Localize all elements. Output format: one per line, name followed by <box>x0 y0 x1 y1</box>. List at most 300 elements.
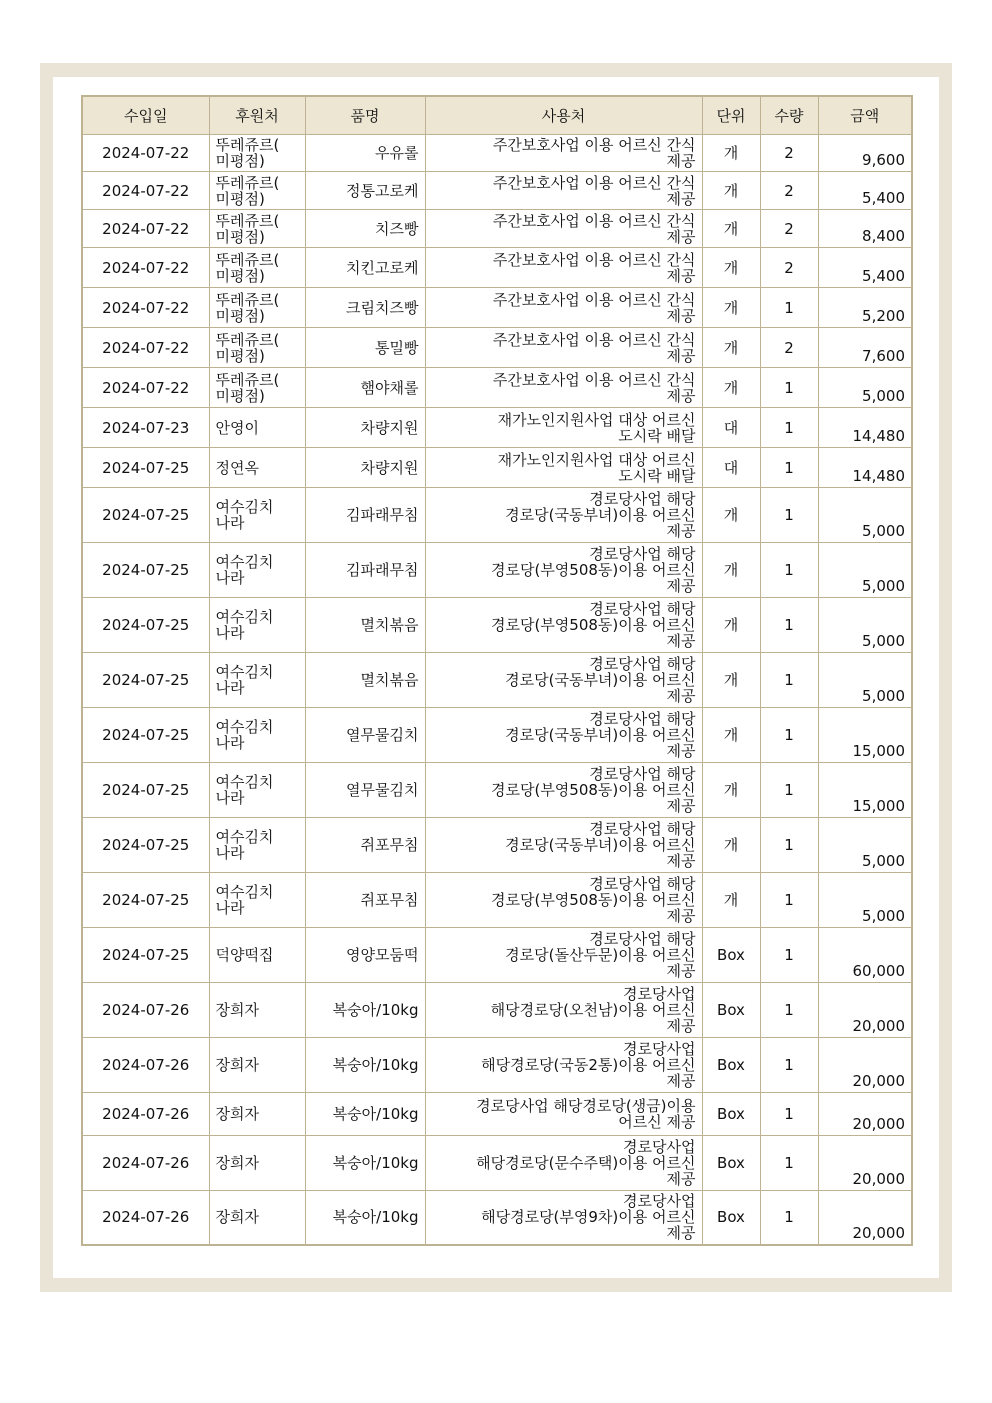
donor-cell <box>209 873 305 928</box>
item-cell <box>305 653 425 708</box>
amount-cell-text: 5,000 <box>862 387 905 405</box>
usage-cell <box>425 368 702 408</box>
usage-cell <box>425 210 702 248</box>
quantity-cell-text: 2 <box>784 219 794 238</box>
amount-cell-text: 60,000 <box>852 962 905 980</box>
amount-cell <box>818 598 912 653</box>
donor-cell <box>209 983 305 1038</box>
usage-cell <box>425 448 702 488</box>
amount-cell <box>818 543 912 598</box>
date-cell-text: 2024-07-22 <box>102 219 190 238</box>
date-cell-text: 2024-07-22 <box>102 338 190 357</box>
usage-cell <box>425 763 702 818</box>
donor-cell <box>209 653 305 708</box>
item-cell-text: 김파래무침 <box>346 561 419 579</box>
unit-cell-text: 개 <box>723 181 739 200</box>
unit-cell-text: 개 <box>723 561 739 579</box>
donor-cell-text: 여수김치 나라 <box>215 608 274 642</box>
usage-cell <box>425 1136 702 1191</box>
donor-cell-text: 여수김치 나라 <box>215 773 274 807</box>
item-cell-text: 복숭아/10kg <box>332 1056 419 1074</box>
usage-cell-text: 경로당사업 해당경로당(부영9차)이용 어르신 제공 <box>481 1192 696 1243</box>
date-cell-text: 2024-07-22 <box>102 144 190 162</box>
unit-cell-text: 개 <box>723 781 739 799</box>
usage-cell <box>425 928 702 983</box>
date-cell <box>82 1093 209 1136</box>
usage-cell-text: 경로당사업 해당경로당(문수주택)이용 어르신 제공 <box>476 1138 696 1188</box>
date-cell-text: 2024-07-25 <box>102 671 190 689</box>
donor-cell <box>209 1136 305 1191</box>
usage-cell <box>425 248 702 288</box>
date-cell-text: 2024-07-25 <box>102 781 190 799</box>
donor-cell-text: 뚜레쥬르( 미평점) <box>215 173 280 208</box>
quantity-cell <box>760 1038 818 1093</box>
table-row <box>82 488 912 543</box>
donor-cell-text: 뚜레쥬르( 미평점) <box>215 290 280 325</box>
amount-cell-text: 5,000 <box>862 577 905 595</box>
table-row <box>82 288 912 328</box>
date-cell <box>82 763 209 818</box>
table-row <box>82 135 912 172</box>
table-row <box>82 708 912 763</box>
amount-cell <box>818 708 912 763</box>
unit-cell-text: 개 <box>723 616 739 634</box>
item-cell-text: 복숭아/10kg <box>332 1105 419 1123</box>
unit-cell-text: Box <box>717 1105 745 1123</box>
quantity-cell-text: 2 <box>784 338 794 357</box>
amount-cell <box>818 1136 912 1191</box>
table-row <box>82 983 912 1038</box>
table-row <box>82 598 912 653</box>
date-cell <box>82 210 209 248</box>
donor-cell <box>209 543 305 598</box>
date-cell-text: 2024-07-22 <box>102 258 190 277</box>
usage-cell <box>425 598 702 653</box>
item-cell-text: 쥐포무침 <box>360 891 419 909</box>
donor-cell-text: 안영이 <box>215 418 259 437</box>
quantity-cell-text: 1 <box>784 1056 794 1074</box>
table-row <box>82 873 912 928</box>
quantity-cell-text: 2 <box>784 144 794 162</box>
usage-cell <box>425 818 702 873</box>
item-cell <box>305 1093 425 1136</box>
unit-cell <box>702 928 760 983</box>
table-row <box>82 448 912 488</box>
amount-cell <box>818 172 912 210</box>
amount-cell-text: 5,400 <box>862 189 905 207</box>
usage-cell <box>425 288 702 328</box>
date-cell <box>82 288 209 328</box>
donor-cell <box>209 1038 305 1093</box>
date-cell-text: 2024-07-25 <box>102 561 190 579</box>
donor-cell-text: 뚜레쥬르( 미평점) <box>215 136 280 170</box>
date-cell <box>82 368 209 408</box>
unit-cell <box>702 172 760 210</box>
date-cell-text: 2024-07-22 <box>102 298 190 317</box>
date-cell-text: 2024-07-22 <box>102 181 190 200</box>
donor-cell <box>209 288 305 328</box>
date-cell <box>82 328 209 368</box>
unit-cell-text: 개 <box>723 506 739 524</box>
amount-cell-text: 20,000 <box>852 1170 905 1188</box>
amount-cell <box>818 763 912 818</box>
unit-cell <box>702 873 760 928</box>
table-row <box>82 1136 912 1191</box>
header-unit: 단위 <box>702 96 760 135</box>
unit-cell <box>702 763 760 818</box>
date-cell <box>82 598 209 653</box>
item-cell-text: 쥐포무침 <box>360 836 419 854</box>
donation-table <box>81 95 913 1246</box>
donor-cell <box>209 448 305 488</box>
donor-cell-text: 덕양떡집 <box>215 946 274 964</box>
item-cell-text: 차량지원 <box>360 458 419 477</box>
usage-cell-text: 경로당사업 해당 경로당(국동부녀)이용 어르신 제공 <box>505 655 696 705</box>
quantity-cell <box>760 408 818 448</box>
item-cell-text: 크림치즈빵 <box>346 298 419 317</box>
header-date: 수입일 <box>82 96 209 135</box>
usage-cell <box>425 543 702 598</box>
unit-cell <box>702 1038 760 1093</box>
usage-cell-text: 재가노인지원사업 대상 어르신 도시락 배달 <box>497 450 696 485</box>
item-cell <box>305 598 425 653</box>
amount-cell-text: 20,000 <box>852 1223 905 1242</box>
quantity-cell-text: 1 <box>784 1105 794 1123</box>
quantity-cell-text: 1 <box>784 616 794 634</box>
donor-cell <box>209 928 305 983</box>
date-cell <box>82 928 209 983</box>
amount-cell <box>818 653 912 708</box>
table-row <box>82 818 912 873</box>
amount-cell <box>818 818 912 873</box>
amount-cell <box>818 328 912 368</box>
unit-cell-text: Box <box>717 1208 745 1227</box>
donor-cell <box>209 598 305 653</box>
quantity-cell-text: 1 <box>784 836 794 854</box>
quantity-cell <box>760 818 818 873</box>
quantity-cell-text: 1 <box>784 1154 794 1172</box>
item-cell <box>305 708 425 763</box>
usage-cell-text: 경로당사업 해당 경로당(국동부녀)이용 어르신 제공 <box>505 490 696 540</box>
unit-cell <box>702 488 760 543</box>
quantity-cell-text: 1 <box>784 1001 794 1019</box>
donor-cell <box>209 248 305 288</box>
quantity-cell <box>760 210 818 248</box>
date-cell <box>82 708 209 763</box>
usage-cell-text: 경로당사업 해당경로당(국동2통)이용 어르신 제공 <box>481 1040 696 1090</box>
unit-cell <box>702 543 760 598</box>
date-cell <box>82 873 209 928</box>
usage-cell-text: 경로당사업 해당 경로당(국동부녀)이용 어르신 제공 <box>505 710 696 760</box>
unit-cell-text: 개 <box>723 338 739 357</box>
header-donor: 후원처 <box>209 96 305 135</box>
usage-cell-text: 경로당사업 해당 경로당(부영508동)이용 어르신 제공 <box>491 545 696 595</box>
usage-cell <box>425 408 702 448</box>
quantity-cell-text: 1 <box>784 726 794 744</box>
table-row <box>82 763 912 818</box>
usage-cell-text: 경로당사업 해당경로당(오천남)이용 어르신 제공 <box>490 985 696 1035</box>
item-cell <box>305 172 425 210</box>
donor-cell-text: 정연옥 <box>215 458 259 477</box>
item-cell <box>305 763 425 818</box>
usage-cell <box>425 488 702 543</box>
quantity-cell <box>760 708 818 763</box>
date-cell-text: 2024-07-26 <box>102 1056 190 1074</box>
donor-cell <box>209 1191 305 1245</box>
donor-cell <box>209 488 305 543</box>
amount-cell-text: 20,000 <box>852 1115 905 1133</box>
unit-cell-text: 대 <box>723 418 739 437</box>
usage-cell-text: 주간보호사업 이용 어르신 간식 제공 <box>492 136 696 170</box>
date-cell <box>82 408 209 448</box>
usage-cell <box>425 1038 702 1093</box>
date-cell-text: 2024-07-25 <box>102 836 190 854</box>
unit-cell <box>702 248 760 288</box>
item-cell <box>305 488 425 543</box>
donor-cell <box>209 1093 305 1136</box>
date-cell <box>82 1038 209 1093</box>
amount-cell-text: 8,400 <box>862 227 905 245</box>
unit-cell-text: 대 <box>723 458 739 477</box>
quantity-cell-text: 1 <box>784 671 794 689</box>
unit-cell <box>702 1191 760 1245</box>
donor-cell-text: 여수김치 나라 <box>215 883 274 917</box>
donor-cell-text: 여수김치 나라 <box>215 828 274 862</box>
amount-cell-text: 5,000 <box>862 687 905 705</box>
usage-cell <box>425 172 702 210</box>
header-item: 품명 <box>305 96 425 135</box>
item-cell-text: 우유롤 <box>375 144 419 162</box>
donor-cell-text: 뚜레쥬르( 미평점) <box>215 211 280 246</box>
unit-cell-text: Box <box>717 1154 745 1172</box>
amount-cell-text: 5,000 <box>862 522 905 540</box>
quantity-cell-text: 1 <box>784 946 794 964</box>
item-cell-text: 복숭아/10kg <box>332 1154 419 1172</box>
table-row <box>82 328 912 368</box>
donor-cell-text: 뚜레쥬르( 미평점) <box>215 250 280 285</box>
item-cell-text: 김파래무침 <box>346 506 419 524</box>
amount-cell-text: 5,000 <box>862 632 905 650</box>
item-cell <box>305 288 425 328</box>
quantity-cell <box>760 368 818 408</box>
amount-cell-text: 5,400 <box>862 267 905 285</box>
usage-cell-text: 주간보호사업 이용 어르신 간식 제공 <box>492 290 696 325</box>
amount-cell <box>818 928 912 983</box>
amount-cell-text: 14,480 <box>852 467 905 485</box>
donor-cell <box>209 328 305 368</box>
date-cell-text: 2024-07-25 <box>102 458 190 477</box>
quantity-cell <box>760 1136 818 1191</box>
amount-cell-text: 15,000 <box>852 742 905 760</box>
unit-cell-text: 개 <box>723 726 739 744</box>
date-cell <box>82 488 209 543</box>
date-cell <box>82 818 209 873</box>
quantity-cell <box>760 248 818 288</box>
table-row <box>82 210 912 248</box>
donor-cell <box>209 135 305 172</box>
quantity-cell-text: 1 <box>784 891 794 909</box>
table-row <box>82 653 912 708</box>
usage-cell <box>425 328 702 368</box>
quantity-cell <box>760 763 818 818</box>
date-cell <box>82 983 209 1038</box>
date-cell <box>82 172 209 210</box>
donor-cell-text: 여수김치 나라 <box>215 718 274 752</box>
donor-cell-text: 장희자 <box>215 1056 259 1074</box>
usage-cell-text: 주간보호사업 이용 어르신 간식 제공 <box>492 173 696 208</box>
unit-cell <box>702 135 760 172</box>
donor-cell <box>209 818 305 873</box>
quantity-cell <box>760 543 818 598</box>
amount-cell <box>818 1093 912 1136</box>
unit-cell <box>702 818 760 873</box>
usage-cell-text: 주간보호사업 이용 어르신 간식 제공 <box>492 250 696 285</box>
date-cell <box>82 1136 209 1191</box>
usage-cell <box>425 983 702 1038</box>
date-cell-text: 2024-07-26 <box>102 1001 190 1019</box>
item-cell-text: 햄야채롤 <box>360 378 419 397</box>
amount-cell-text: 7,600 <box>862 347 905 365</box>
donor-cell <box>209 708 305 763</box>
table-row <box>82 172 912 210</box>
item-cell <box>305 135 425 172</box>
quantity-cell <box>760 983 818 1038</box>
item-cell-text: 열무물김치 <box>346 781 419 799</box>
header-amount: 금액 <box>818 96 912 135</box>
quantity-cell-text: 1 <box>784 298 794 317</box>
usage-cell-text: 경로당사업 해당 경로당(국동부녀)이용 어르신 제공 <box>505 820 696 870</box>
quantity-cell <box>760 598 818 653</box>
item-cell <box>305 1136 425 1191</box>
donor-cell-text: 장희자 <box>215 1208 259 1227</box>
unit-cell <box>702 368 760 408</box>
item-cell <box>305 448 425 488</box>
usage-cell-text: 경로당사업 해당 경로당(부영508동)이용 어르신 제공 <box>491 875 696 925</box>
date-cell <box>82 135 209 172</box>
item-cell-text: 복숭아/10kg <box>332 1001 419 1019</box>
amount-cell <box>818 488 912 543</box>
item-cell-text: 열무물김치 <box>346 726 419 744</box>
item-cell <box>305 1038 425 1093</box>
quantity-cell <box>760 288 818 328</box>
header-usage: 사용처 <box>425 96 702 135</box>
unit-cell-text: 개 <box>723 891 739 909</box>
item-cell-text: 정통고로케 <box>346 181 419 200</box>
date-cell-text: 2024-07-26 <box>102 1154 190 1172</box>
table-row <box>82 928 912 983</box>
quantity-cell <box>760 928 818 983</box>
table-row <box>82 368 912 408</box>
unit-cell-text: Box <box>717 946 745 964</box>
unit-cell-text: 개 <box>723 144 739 162</box>
amount-cell <box>818 1191 912 1245</box>
usage-cell <box>425 653 702 708</box>
amount-cell-text: 9,600 <box>862 151 905 169</box>
unit-cell <box>702 983 760 1038</box>
amount-cell <box>818 983 912 1038</box>
quantity-cell <box>760 1191 818 1245</box>
item-cell-text: 차량지원 <box>360 418 419 437</box>
amount-cell-text: 20,000 <box>852 1017 905 1035</box>
donor-cell-text: 장희자 <box>215 1154 259 1172</box>
quantity-cell <box>760 488 818 543</box>
amount-cell <box>818 408 912 448</box>
date-cell-text: 2024-07-25 <box>102 946 190 964</box>
quantity-cell <box>760 653 818 708</box>
amount-cell-text: 5,000 <box>862 852 905 870</box>
usage-cell-text: 주간보호사업 이용 어르신 간식 제공 <box>492 211 696 246</box>
donor-cell <box>209 763 305 818</box>
donor-cell-text: 장희자 <box>215 1105 259 1123</box>
donor-cell-text: 여수김치 나라 <box>215 553 274 587</box>
unit-cell-text: 개 <box>723 219 739 238</box>
unit-cell-text: 개 <box>723 671 739 689</box>
quantity-cell <box>760 135 818 172</box>
amount-cell <box>818 873 912 928</box>
donor-cell <box>209 210 305 248</box>
quantity-cell-text: 1 <box>784 378 794 397</box>
date-cell <box>82 653 209 708</box>
donor-cell <box>209 172 305 210</box>
unit-cell <box>702 1136 760 1191</box>
table-body <box>82 135 912 1245</box>
amount-cell <box>818 135 912 172</box>
unit-cell <box>702 328 760 368</box>
donor-cell-text: 여수김치 나라 <box>215 663 274 697</box>
unit-cell <box>702 1093 760 1136</box>
amount-cell <box>818 248 912 288</box>
amount-cell-text: 14,480 <box>852 427 905 445</box>
usage-cell <box>425 708 702 763</box>
unit-cell-text: Box <box>717 1056 745 1074</box>
usage-cell <box>425 135 702 172</box>
item-cell <box>305 408 425 448</box>
quantity-cell-text: 2 <box>784 258 794 277</box>
date-cell-text: 2024-07-22 <box>102 378 190 397</box>
date-cell <box>82 543 209 598</box>
header-quantity: 수량 <box>760 96 818 135</box>
quantity-cell-text: 1 <box>784 506 794 524</box>
quantity-cell-text: 1 <box>784 418 794 437</box>
unit-cell-text: 개 <box>723 378 739 397</box>
amount-cell-text: 20,000 <box>852 1072 905 1090</box>
quantity-cell <box>760 448 818 488</box>
quantity-cell-text: 1 <box>784 781 794 799</box>
unit-cell <box>702 210 760 248</box>
item-cell-text: 영양모둠떡 <box>346 946 419 964</box>
unit-cell <box>702 708 760 763</box>
amount-cell-text: 5,000 <box>862 907 905 925</box>
amount-cell-text: 5,200 <box>862 307 905 325</box>
quantity-cell <box>760 328 818 368</box>
date-cell <box>82 248 209 288</box>
item-cell <box>305 543 425 598</box>
donor-cell-text: 여수김치 나라 <box>215 498 274 532</box>
unit-cell-text: 개 <box>723 258 739 277</box>
table-row <box>82 1038 912 1093</box>
amount-cell <box>818 1038 912 1093</box>
date-cell-text: 2024-07-25 <box>102 506 190 524</box>
item-cell <box>305 248 425 288</box>
usage-cell <box>425 1191 702 1245</box>
donor-cell-text: 장희자 <box>215 1001 259 1019</box>
donor-cell-text: 뚜레쥬르( 미평점) <box>215 370 280 405</box>
table-row <box>82 543 912 598</box>
quantity-cell-text: 1 <box>784 458 794 477</box>
date-cell-text: 2024-07-25 <box>102 616 190 634</box>
amount-cell <box>818 210 912 248</box>
date-cell-text: 2024-07-26 <box>102 1105 190 1123</box>
